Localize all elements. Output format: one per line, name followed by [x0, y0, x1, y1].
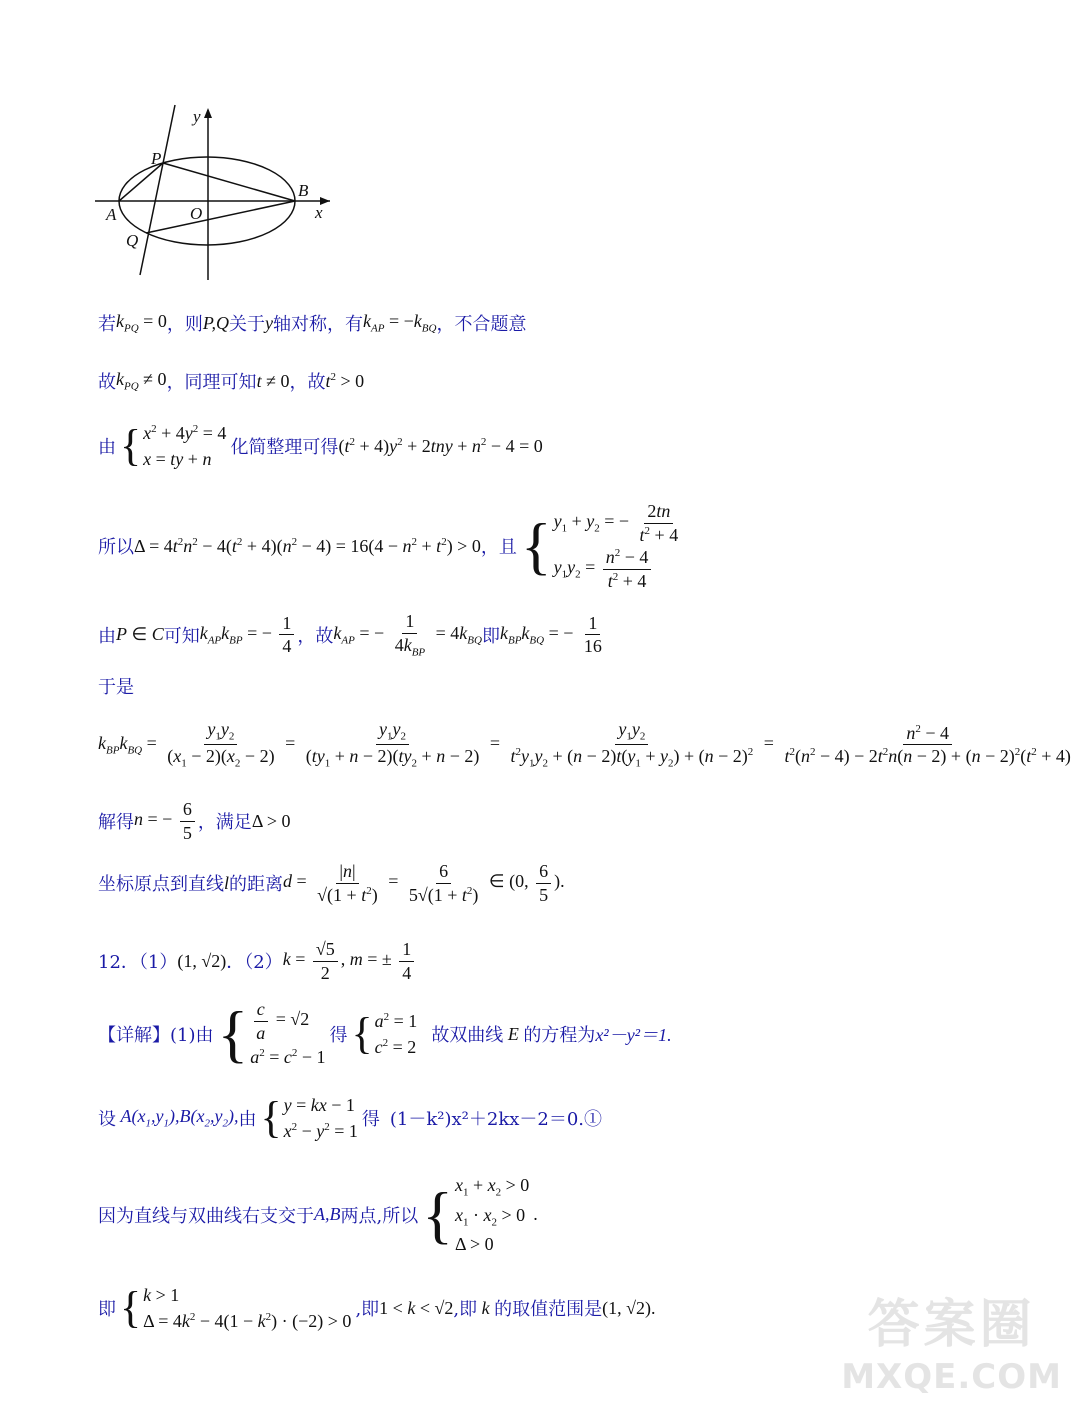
- text-line-2: 故 $k_{PQ} \ne 0$ ，同理可知 t ≠ 0 ，故 $t^2 > 0$: [98, 369, 365, 393]
- equation-system: { $x^2 + 4y^2 = 4$ x = ty + n: [120, 421, 227, 471]
- ellipse-figure: [90, 100, 340, 285]
- y-arrow-icon: [204, 108, 212, 118]
- segment-pb: [163, 163, 295, 201]
- text-line-3: 由 { $x^2 + 4y^2 = 4$ x = ty + n 化简整理可得 $(t^2 + 4)y^2 + 2tny + n^2 - 4 = 0$: [98, 420, 543, 472]
- point-b-label: B: [298, 181, 309, 200]
- detail-line-1: 【详解】 (1)由 { $\frac{c}{a}$ = √2 $a^2 = c^2 - 1$ 得 { $a^2 = 1$ $c^2 = 2$ 故双曲线 E 的方程为 x²－y²＝1.: [98, 998, 672, 1070]
- text-line-9: 坐标原点到直线 l 的距离 d = $\frac{|n|}{√(1 + t^2)}$ = $\frac{6}{5√(1 + t^2)}$ ∈ (0, $\frac{6}{5}$ ).: [98, 861, 565, 905]
- vieta-system: { $y_1 + y_2$ = − $\frac{2tn}{t^2 + 4}$ $y_1y_2$ = $\frac{n^2 - 4}{t^2 + 4}$: [520, 501, 679, 591]
- text-line-8: 解得 n = − $\frac{6}{5}$ ，满足 Δ > 0: [98, 799, 291, 843]
- line-l: [140, 105, 175, 275]
- point-q-label: Q: [126, 231, 139, 250]
- text-line-7: $k_{BP}k_{BQ}$ = $\frac{y_1y_2}{(x_1 - 2)(x_2 - 2)}$ = $\frac{y_1y_2}{(ty_1 + n - 2)(ty_2 + n - 2)}$ = $\frac{y_1y_2}{t^2y_1y_2 + (n - 2)t(y_1 + y_2) + (n - 2)^2}$ = $\frac{n^2 - 4}{t^2(n^2 - 4) - 2t^2n(n - 2) + (n - 2)^2(t^2 + 4)}$: [98, 719, 1071, 770]
- text-line-5: 由 P ∈ C 可知 $k_{AP}k_{BP}$ = − $\frac{1}{4}$ ，故 $k_{AP}$ = − $\frac{1}{4k_{BP}}$ = $4k_{BQ}$ 即 $k_{BP}k_{BQ}$ = − $\frac{1}{16}$: [98, 611, 602, 659]
- origin-label: O: [190, 204, 203, 223]
- point-p-label: P: [151, 149, 162, 168]
- point-a-label: A: [106, 205, 117, 224]
- x-label: x: [315, 203, 323, 222]
- detail-line-3: 因为直线与双曲线右支交于 A,B 两点,所以 { $x_1 + x_2 > 0$ $x_1 \cdot x_2 > 0$ Δ > 0 .: [98, 1175, 538, 1255]
- text-line-6: 于是: [98, 677, 134, 698]
- watermark-logo: 答案圈 MXQE.COM: [841, 1295, 1062, 1397]
- answer-12: 12．（1） (1, √2) ．（2） k = $\frac{√5}{2}$ , m = ± $\frac{1}{4}$: [98, 938, 417, 984]
- detail-line-2: 设 $A(x_1,y_1),B(x_2,y_2)$, 由 { y = kx − 1 $x^2 - y^2 = 1$ 得 (1－k²)x²＋2kx－2＝0.①: [98, 1093, 603, 1143]
- detail-line-4: 即 { k > 1 $\Delta = 4k^2 - 4(1 - k^2) \cdot (-2) > 0$ ,即 1 < k < √2 ,即 k 的取值范围是 (1, √2).: [98, 1283, 656, 1333]
- text-line-1: 若 $k_{PQ} = 0$ ，则 P,Q 关于 y 轴对称，有 $k_{AP} = -k_{BQ}$ ，不合题意: [98, 311, 527, 335]
- segment-qb: [146, 201, 295, 233]
- text-line-4: 所以 $\Delta = 4t^2n^2 - 4(t^2 + 4)(n^2 - 4) = 16(4 - n^2 + t^2) > 0$ ，且 { $y_1 + y_2$ = − $\frac{2tn}{t^2 + 4}$ $y_1y_2$ = $\frac{n^2 - 4}{t^2 + 4}$: [98, 500, 688, 592]
- y-label: y: [193, 107, 201, 126]
